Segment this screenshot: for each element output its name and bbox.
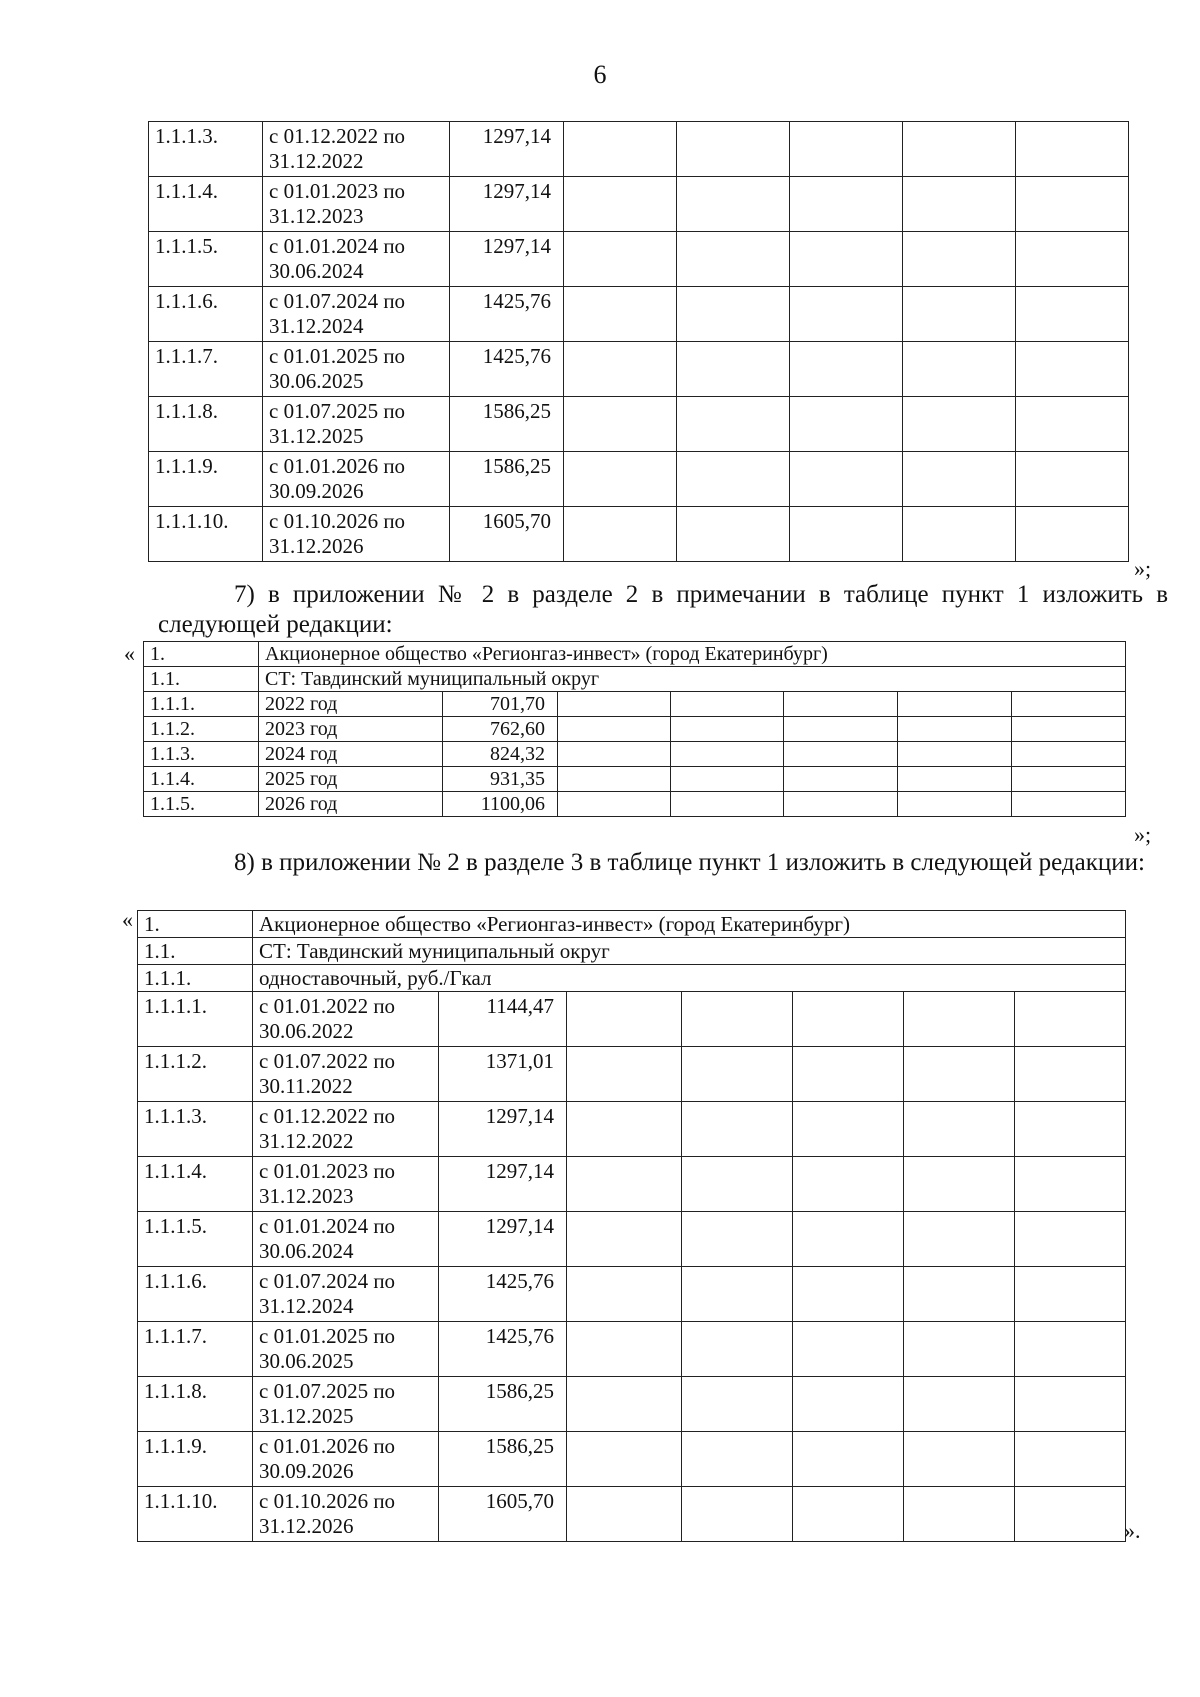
empty-cell (682, 1432, 793, 1487)
row-number: 1.1.1.9. (138, 1432, 253, 1487)
empty-cell (1016, 232, 1129, 287)
row-number: 1.1.1.8. (138, 1377, 253, 1432)
row-number: 1.1.1.9. (149, 452, 263, 507)
empty-cell (1016, 397, 1129, 452)
table-header-row (144, 667, 1126, 692)
empty-cell (1016, 507, 1129, 562)
empty-cell (790, 177, 903, 232)
row-number: 1.1.4. (144, 767, 259, 792)
table-row (138, 992, 1126, 1047)
row-number: 1.1.1. (144, 692, 259, 717)
tariff-value: 1425,76 (450, 342, 564, 397)
closing-quote-2: »; (1134, 822, 1152, 847)
tariff-value: 931,35 (443, 767, 558, 792)
table-row (149, 177, 1129, 232)
empty-cell (558, 692, 671, 717)
tariff-value: 701,70 (443, 692, 558, 717)
empty-cell (1015, 1432, 1126, 1487)
empty-cell (682, 1102, 793, 1157)
empty-cell (564, 177, 677, 232)
closing-quote-1: »; (1134, 556, 1152, 581)
empty-cell (558, 742, 671, 767)
table-row (149, 287, 1129, 342)
empty-cell (904, 1102, 1015, 1157)
empty-cell (1015, 1322, 1126, 1377)
empty-cell (677, 342, 790, 397)
empty-cell (784, 742, 898, 767)
row-number: 1.1.1.7. (149, 342, 263, 397)
empty-cell (904, 1267, 1015, 1322)
empty-cell (790, 397, 903, 452)
period-cell: с 01.12.2022 по 31.12.2022 (263, 122, 450, 177)
table-row (144, 792, 1126, 817)
tariff-value: 762,60 (443, 717, 558, 742)
row-number: 1. (144, 642, 259, 667)
period-cell: с 01.07.2024 по 31.12.2024 (253, 1267, 439, 1322)
period-cell: с 01.10.2026 по 31.12.2026 (263, 507, 450, 562)
empty-cell (793, 1377, 904, 1432)
empty-cell (903, 122, 1016, 177)
empty-cell (903, 397, 1016, 452)
period-cell: с 01.07.2022 по 30.11.2022 (253, 1047, 439, 1102)
empty-cell (904, 992, 1015, 1047)
period-cell: 2023 год (259, 717, 443, 742)
tariff-value: 1297,14 (450, 122, 564, 177)
table-row (144, 742, 1126, 767)
empty-cell (1012, 742, 1126, 767)
empty-cell (898, 742, 1012, 767)
empty-cell (793, 1432, 904, 1487)
empty-cell (677, 122, 790, 177)
empty-cell (671, 742, 784, 767)
tariff-value: 1586,25 (450, 452, 564, 507)
empty-cell (790, 232, 903, 287)
empty-cell (1015, 1377, 1126, 1432)
row-number: 1.1.1.4. (138, 1157, 253, 1212)
empty-cell (567, 1047, 682, 1102)
empty-cell (903, 452, 1016, 507)
empty-cell (1015, 1487, 1126, 1542)
tariff-value: 1144,47 (439, 992, 567, 1047)
table-row (138, 1157, 1126, 1212)
empty-cell (671, 717, 784, 742)
organization-name: Акционерное общество «Регионгаз-инвест» (город Екатеринбург) (253, 911, 1126, 938)
empty-cell (682, 1047, 793, 1102)
table-row (138, 1432, 1126, 1487)
empty-cell (558, 767, 671, 792)
period-cell: с 01.01.2024 по 30.06.2024 (263, 232, 450, 287)
empty-cell (682, 1267, 793, 1322)
row-number: 1.1.1.2. (138, 1047, 253, 1102)
empty-cell (682, 1487, 793, 1542)
closing-quote-3: ». (1124, 1518, 1141, 1543)
empty-cell (904, 1047, 1015, 1102)
empty-cell (1015, 1047, 1126, 1102)
row-number: 1.1.1.6. (138, 1267, 253, 1322)
empty-cell (790, 507, 903, 562)
table-row (138, 1377, 1126, 1432)
empty-cell (790, 452, 903, 507)
empty-cell (682, 992, 793, 1047)
row-number: 1.1. (138, 938, 253, 965)
empty-cell (677, 287, 790, 342)
row-number: 1.1.1.8. (149, 397, 263, 452)
tariff-value: 1371,01 (439, 1047, 567, 1102)
empty-cell (793, 1322, 904, 1377)
row-number: 1.1.2. (144, 717, 259, 742)
period-cell: с 01.01.2023 по 31.12.2023 (253, 1157, 439, 1212)
tariff-value: 1425,76 (439, 1267, 567, 1322)
empty-cell (677, 507, 790, 562)
empty-cell (1012, 792, 1126, 817)
empty-cell (904, 1487, 1015, 1542)
row-number: 1.1.1.7. (138, 1322, 253, 1377)
empty-cell (793, 992, 904, 1047)
empty-cell (1016, 177, 1129, 232)
empty-cell (1016, 287, 1129, 342)
empty-cell (904, 1157, 1015, 1212)
empty-cell (564, 452, 677, 507)
period-cell: с 01.01.2025 по 30.06.2025 (263, 342, 450, 397)
empty-cell (904, 1432, 1015, 1487)
period-cell: с 01.10.2026 по 31.12.2026 (253, 1487, 439, 1542)
empty-cell (898, 692, 1012, 717)
empty-cell (790, 342, 903, 397)
empty-cell (682, 1212, 793, 1267)
row-number: 1.1.1.3. (149, 122, 263, 177)
tariff-value: 1297,14 (450, 177, 564, 232)
empty-cell (904, 1377, 1015, 1432)
empty-cell (564, 507, 677, 562)
hot-water-tariff-table (137, 910, 1126, 1542)
row-number: 1.1.3. (144, 742, 259, 767)
empty-cell (790, 122, 903, 177)
empty-cell (904, 1212, 1015, 1267)
empty-cell (564, 232, 677, 287)
empty-cell (903, 177, 1016, 232)
row-number: 1. (138, 911, 253, 938)
row-number: 1.1.1.5. (138, 1212, 253, 1267)
period-cell: 2026 год (259, 792, 443, 817)
empty-cell (1015, 1212, 1126, 1267)
period-cell: с 01.07.2025 по 31.12.2025 (263, 397, 450, 452)
table-row (138, 1322, 1126, 1377)
empty-cell (898, 767, 1012, 792)
territory-name: СТ: Тавдинский муниципальный округ (253, 938, 1126, 965)
heat-carrier-tariff-table (143, 641, 1126, 817)
row-number: 1.1.1.5. (149, 232, 263, 287)
tariff-value: 1297,14 (439, 1102, 567, 1157)
empty-cell (558, 792, 671, 817)
empty-cell (1016, 342, 1129, 397)
tariff-value: 1586,25 (450, 397, 564, 452)
empty-cell (1015, 1102, 1126, 1157)
table-row (144, 767, 1126, 792)
empty-cell (903, 342, 1016, 397)
table-row (149, 342, 1129, 397)
empty-cell (793, 1157, 904, 1212)
empty-cell (564, 342, 677, 397)
period-cell: с 01.07.2025 по 31.12.2025 (253, 1377, 439, 1432)
period-cell: с 01.07.2024 по 31.12.2024 (263, 287, 450, 342)
tariff-table-continued (148, 121, 1129, 562)
empty-cell (793, 1212, 904, 1267)
empty-cell (564, 287, 677, 342)
empty-cell (671, 792, 784, 817)
empty-cell (903, 232, 1016, 287)
table-row (149, 122, 1129, 177)
opening-quote-2: « (124, 641, 135, 666)
empty-cell (1016, 122, 1129, 177)
tariff-value: 1605,70 (439, 1487, 567, 1542)
empty-cell (567, 1102, 682, 1157)
tariff-value: 1100,06 (443, 792, 558, 817)
empty-cell (677, 177, 790, 232)
tariff-value: 1586,25 (439, 1377, 567, 1432)
empty-cell (784, 692, 898, 717)
empty-cell (784, 767, 898, 792)
empty-cell (558, 717, 671, 742)
empty-cell (567, 1487, 682, 1542)
period-cell: с 01.01.2025 по 30.06.2025 (253, 1322, 439, 1377)
empty-cell (903, 507, 1016, 562)
empty-cell (904, 1322, 1015, 1377)
empty-cell (671, 767, 784, 792)
tariff-value: 1605,70 (450, 507, 564, 562)
territory-name: СТ: Тавдинский муниципальный округ (259, 667, 1126, 692)
table-row (138, 1212, 1126, 1267)
table-row (149, 452, 1129, 507)
empty-cell (793, 1487, 904, 1542)
empty-cell (671, 692, 784, 717)
page-number: 6 (593, 60, 607, 89)
table-row (149, 397, 1129, 452)
period-cell: с 01.01.2023 по 31.12.2023 (263, 177, 450, 232)
empty-cell (1016, 452, 1129, 507)
table-row (138, 1102, 1126, 1157)
empty-cell (682, 1377, 793, 1432)
empty-cell (567, 1377, 682, 1432)
empty-cell (1015, 992, 1126, 1047)
period-cell: с 01.01.2026 по 30.09.2026 (253, 1432, 439, 1487)
empty-cell (677, 452, 790, 507)
empty-cell (567, 1432, 682, 1487)
empty-cell (898, 717, 1012, 742)
period-cell: с 01.12.2022 по 31.12.2022 (253, 1102, 439, 1157)
row-number: 1.1.1.6. (149, 287, 263, 342)
table-header-row (138, 938, 1126, 965)
opening-quote-3: « (122, 907, 133, 932)
empty-cell (898, 792, 1012, 817)
empty-cell (784, 792, 898, 817)
empty-cell (793, 1047, 904, 1102)
row-number: 1.1.5. (144, 792, 259, 817)
table-header-row (138, 965, 1126, 992)
empty-cell (1015, 1267, 1126, 1322)
table-row (144, 717, 1126, 742)
row-number: 1.1.1.1. (138, 992, 253, 1047)
empty-cell (682, 1322, 793, 1377)
table-row (138, 1267, 1126, 1322)
table-row (144, 692, 1126, 717)
empty-cell (1012, 692, 1126, 717)
tariff-value: 1586,25 (439, 1432, 567, 1487)
row-number: 1.1.1.3. (138, 1102, 253, 1157)
empty-cell (564, 397, 677, 452)
table-header-row (138, 911, 1126, 938)
empty-cell (1012, 767, 1126, 792)
empty-cell (567, 1212, 682, 1267)
table-row (149, 507, 1129, 562)
empty-cell (1012, 717, 1126, 742)
empty-cell (567, 1157, 682, 1212)
tariff-value: 1425,76 (450, 287, 564, 342)
empty-cell (567, 1267, 682, 1322)
period-cell: с 01.01.2026 по 30.09.2026 (263, 452, 450, 507)
table-row (138, 1487, 1126, 1542)
empty-cell (793, 1267, 904, 1322)
empty-cell (567, 1322, 682, 1377)
paragraph-7: 7) в приложении № 2 в разделе 2 в примечании в таблице пункт 1 изложить в следующей редакции: (158, 581, 1168, 638)
period-cell: 2022 год (259, 692, 443, 717)
empty-cell (564, 122, 677, 177)
empty-cell (793, 1102, 904, 1157)
empty-cell (567, 992, 682, 1047)
tariff-value: 1297,14 (439, 1212, 567, 1267)
row-number: 1.1.1.10. (138, 1487, 253, 1542)
table-header-row (144, 642, 1126, 667)
period-cell: с 01.01.2022 по 30.06.2022 (253, 992, 439, 1047)
period-cell: с 01.01.2024 по 30.06.2024 (253, 1212, 439, 1267)
paragraph-8: 8) в приложении № 2 в разделе 3 в таблице пункт 1 изложить в следующей редакции: (234, 849, 1145, 876)
tariff-type: одноставочный, руб./Гкал (253, 965, 1126, 992)
empty-cell (677, 397, 790, 452)
empty-cell (784, 717, 898, 742)
empty-cell (903, 287, 1016, 342)
empty-cell (1015, 1157, 1126, 1212)
empty-cell (790, 287, 903, 342)
table-row (138, 1047, 1126, 1102)
table-row (149, 232, 1129, 287)
tariff-value: 1297,14 (439, 1157, 567, 1212)
empty-cell (677, 232, 790, 287)
row-number: 1.1.1.10. (149, 507, 263, 562)
organization-name: Акционерное общество «Регионгаз-инвест» (город Екатеринбург) (259, 642, 1126, 667)
tariff-value: 1297,14 (450, 232, 564, 287)
row-number: 1.1.1.4. (149, 177, 263, 232)
row-number: 1.1. (144, 667, 259, 692)
empty-cell (682, 1157, 793, 1212)
row-number: 1.1.1. (138, 965, 253, 992)
period-cell: 2024 год (259, 742, 443, 767)
period-cell: 2025 год (259, 767, 443, 792)
tariff-value: 1425,76 (439, 1322, 567, 1377)
tariff-value: 824,32 (443, 742, 558, 767)
